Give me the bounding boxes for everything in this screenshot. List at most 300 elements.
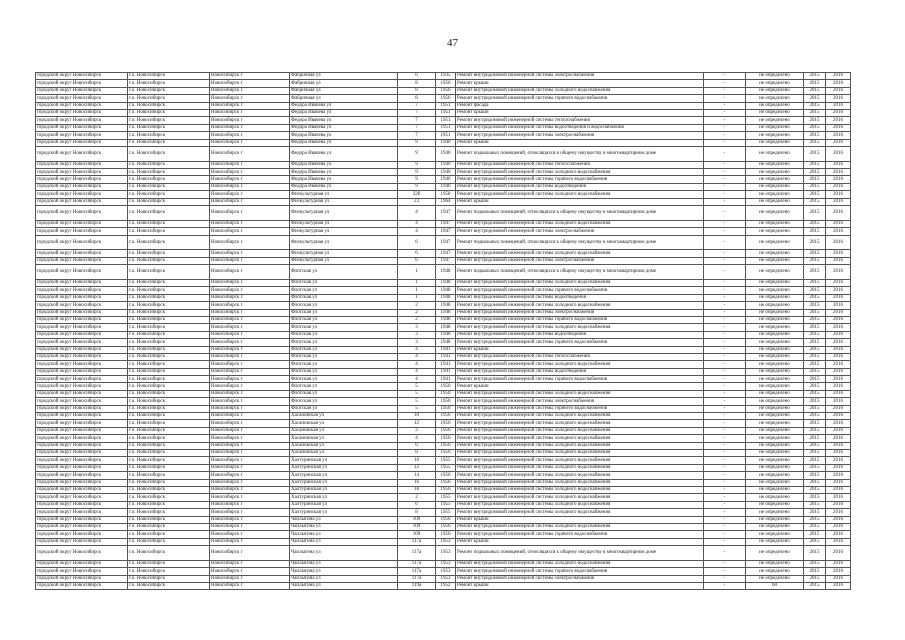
cell-end_year: 2016: [826, 191, 851, 198]
cell-year: 1956: [436, 523, 456, 530]
cell-work_type: Ремонт внутридомовой инженерной системы холодного водоснабжения: [456, 479, 704, 486]
cell-municipality: городской округ Новосибирск: [36, 523, 128, 530]
cell-work_type: Ремонт внутридомовой инженерной системы водоотведения: [456, 294, 704, 301]
cell-work_type: Ремонт внутридомовой инженерной системы горячего водоснабжения: [456, 531, 704, 538]
cell-status: не определено: [746, 457, 804, 464]
cell-settlement_type: г.о. Новосибирск: [128, 368, 210, 375]
cell-settlement_type: г.о. Новосибирск: [128, 73, 210, 80]
cell-settlement_type: г.о. Новосибирск: [128, 560, 210, 567]
cell-work_type: Ремонт внутридомовой инженерной системы холодного водоснабжения: [456, 169, 704, 176]
cell-street: Халтуринская ул: [290, 464, 398, 471]
cell-street: Флотская ул: [290, 353, 398, 360]
cell-end_year: 2016: [826, 80, 851, 87]
cell-work_type: Ремонт внутридомовой инженерной системы электроснабжения: [456, 73, 704, 80]
cell-street: Федора Ивачева ул: [290, 146, 398, 161]
cell-status: не определено: [746, 176, 804, 183]
cell-municipality: городской округ Новосибирск: [36, 486, 128, 493]
cell-end_year: 2016: [826, 442, 851, 449]
table-row: [36, 124, 851, 131]
cell-end_year: 2016: [826, 457, 851, 464]
cell-street: Физкультурная ул: [290, 250, 398, 257]
cell-end_year: 2016: [826, 176, 851, 183]
cell-street: Хасановская ул: [290, 442, 398, 449]
table-row: [36, 309, 851, 316]
cell-municipality: городской округ Новосибирск: [36, 427, 128, 434]
cell-end_year: 2016: [826, 257, 851, 264]
cell-start_year: 2015: [804, 405, 826, 412]
table-row: [36, 206, 851, 221]
cell-cost: -: [704, 309, 746, 316]
cell-settlement: Новосибирск г: [210, 331, 290, 338]
cell-end_year: 2016: [826, 464, 851, 471]
cell-start_year: 2015: [804, 472, 826, 479]
cell-cost: -: [704, 198, 746, 205]
cell-work_type: Ремонт внутридомовой инженерной системы водоотведения: [456, 331, 704, 338]
cell-end_year: 2016: [826, 413, 851, 420]
cell-street: Чаплыгина ул: [290, 560, 398, 567]
cell-year: 1947: [436, 250, 456, 257]
cell-year: 1956: [436, 486, 456, 493]
cell-street: Чаплыгина ул: [290, 531, 398, 538]
cell-house: 7: [398, 117, 436, 124]
cell-street: Халтуринская ул: [290, 509, 398, 516]
cell-street: Физкультурная ул: [290, 206, 398, 221]
cell-start_year: 2015: [804, 176, 826, 183]
cell-municipality: городской округ Новосибирск: [36, 435, 128, 442]
cell-settlement: Новосибирск г: [210, 280, 290, 287]
cell-house: 1: [398, 287, 436, 294]
cell-house: 7: [398, 124, 436, 131]
table-row: [36, 538, 851, 545]
cell-status: не определено: [746, 302, 804, 309]
table-row: [36, 427, 851, 434]
cell-street: Физкультурная ул: [290, 191, 398, 198]
cell-year: 1948: [436, 309, 456, 316]
cell-start_year: 2015: [804, 220, 826, 227]
cell-settlement_type: г.о. Новосибирск: [128, 257, 210, 264]
cell-street: Флотская ул: [290, 280, 398, 287]
cell-settlement_type: г.о. Новосибирск: [128, 546, 210, 561]
cell-settlement_type: г.о. Новосибирск: [128, 575, 210, 582]
cell-settlement_type: г.о. Новосибирск: [128, 457, 210, 464]
cell-cost: -: [704, 220, 746, 227]
cell-start_year: 2015: [804, 531, 826, 538]
cell-start_year: 2015: [804, 257, 826, 264]
cell-house: 4: [398, 206, 436, 221]
cell-status: не определено: [746, 376, 804, 383]
cell-street: Федора Ивачева ул: [290, 176, 398, 183]
cell-cost: -: [704, 117, 746, 124]
cell-end_year: 2016: [826, 353, 851, 360]
cell-settlement_type: г.о. Новосибирск: [128, 398, 210, 405]
cell-settlement_type: г.о. Новосибирск: [128, 302, 210, 309]
cell-start_year: 2015: [804, 235, 826, 250]
cell-year: 1947: [436, 257, 456, 264]
cell-end_year: 2016: [826, 405, 851, 412]
cell-street: Флотская ул: [290, 361, 398, 368]
cell-house: 5: [398, 390, 436, 397]
cell-status: не определено: [746, 146, 804, 161]
table-row: [36, 95, 851, 102]
cell-settlement_type: г.о. Новосибирск: [128, 353, 210, 360]
cell-house: 3: [398, 339, 436, 346]
cell-street: Флотская ул: [290, 346, 398, 353]
cell-end_year: 2016: [826, 183, 851, 190]
cell-year: 1956: [436, 427, 456, 434]
cell-settlement: Новосибирск г: [210, 501, 290, 508]
cell-house: 109: [398, 531, 436, 538]
cell-end_year: 2016: [826, 287, 851, 294]
cell-end_year: 2016: [826, 139, 851, 146]
cell-settlement: Новосибирск г: [210, 538, 290, 545]
cell-status: не определено: [746, 109, 804, 116]
cell-settlement: Новосибирск г: [210, 309, 290, 316]
cell-municipality: городской округ Новосибирск: [36, 331, 128, 338]
cell-year: 1941: [436, 368, 456, 375]
cell-start_year: 2015: [804, 516, 826, 523]
cell-end_year: 2016: [826, 435, 851, 442]
cell-work_type: Ремонт крыши: [456, 383, 704, 390]
cell-house: 117а: [398, 560, 436, 567]
cell-end_year: 2016: [826, 383, 851, 390]
cell-house: 6: [398, 501, 436, 508]
cell-street: Фабричная ул: [290, 80, 398, 87]
cell-status: не определено: [746, 294, 804, 301]
cell-house: 10: [398, 413, 436, 420]
cell-work_type: Ремонт внутридомовой инженерной системы горячего водоснабжения: [456, 568, 704, 575]
cell-end_year: 2016: [826, 324, 851, 331]
cell-start_year: 2015: [804, 583, 826, 590]
cell-house: 5: [398, 383, 436, 390]
cell-house: 6: [398, 257, 436, 264]
cell-cost: -: [704, 583, 746, 590]
cell-status: не определено: [746, 509, 804, 516]
cell-start_year: 2015: [804, 331, 826, 338]
cell-municipality: городской округ Новосибирск: [36, 294, 128, 301]
cell-street: Хасановская ул: [290, 413, 398, 420]
cell-work_type: Ремонт внутридомовой инженерной системы холодного водоснабжения: [456, 390, 704, 397]
cell-start_year: 2015: [804, 117, 826, 124]
cell-status: не определено: [746, 538, 804, 545]
cell-year: 1956: [436, 413, 456, 420]
cell-settlement: Новосибирск г: [210, 479, 290, 486]
cell-end_year: 2016: [826, 302, 851, 309]
cell-municipality: городской округ Новосибирск: [36, 546, 128, 561]
cell-work_type: Ремонт внутридомовой инженерной системы холодного водоснабжения: [456, 464, 704, 471]
cell-end_year: 2016: [826, 161, 851, 168]
cell-settlement_type: г.о. Новосибирск: [128, 265, 210, 280]
cell-settlement_type: г.о. Новосибирск: [128, 538, 210, 545]
cell-municipality: городской округ Новосибирск: [36, 361, 128, 368]
cell-settlement_type: г.о. Новосибирск: [128, 124, 210, 131]
cell-status: не определено: [746, 191, 804, 198]
cell-municipality: городской округ Новосибирск: [36, 472, 128, 479]
cell-house: 2: [398, 427, 436, 434]
cell-settlement: Новосибирск г: [210, 442, 290, 449]
cell-settlement: Новосибирск г: [210, 472, 290, 479]
cell-municipality: городской округ Новосибирск: [36, 324, 128, 331]
cell-cost: -: [704, 405, 746, 412]
cell-year: 1955: [436, 464, 456, 471]
cell-settlement: Новосибирск г: [210, 198, 290, 205]
cell-house: 12: [398, 420, 436, 427]
cell-status: не определено: [746, 420, 804, 427]
cell-cost: -: [704, 265, 746, 280]
cell-end_year: 2016: [826, 265, 851, 280]
cell-municipality: городской округ Новосибирск: [36, 509, 128, 516]
cell-work_type: Ремонт внутридомовой инженерной системы горячего водоснабжения: [456, 287, 704, 294]
cell-settlement: Новосибирск г: [210, 376, 290, 383]
cell-settlement_type: г.о. Новосибирск: [128, 87, 210, 94]
cell-cost: -: [704, 287, 746, 294]
cell-street: Физкультурная ул: [290, 198, 398, 205]
cell-end_year: 2016: [826, 294, 851, 301]
table-row: [36, 235, 851, 250]
cell-start_year: 2015: [804, 464, 826, 471]
cell-settlement_type: г.о. Новосибирск: [128, 109, 210, 116]
table-row: [36, 316, 851, 323]
cell-start_year: 2015: [804, 87, 826, 94]
cell-status: не определено: [746, 95, 804, 102]
cell-municipality: городской округ Новосибирск: [36, 449, 128, 456]
cell-cost: -: [704, 435, 746, 442]
cell-end_year: 2016: [826, 280, 851, 287]
cell-year: 1955: [436, 501, 456, 508]
cell-year: 1935: [436, 73, 456, 80]
cell-start_year: 2015: [804, 309, 826, 316]
table-row: [36, 169, 851, 176]
cell-settlement_type: г.о. Новосибирск: [128, 280, 210, 287]
cell-street: Флотская ул: [290, 309, 398, 316]
cell-cost: -: [704, 538, 746, 545]
cell-work_type: Ремонт внутридомовой инженерной системы холодного водоснабжения: [456, 523, 704, 530]
cell-house: 109: [398, 523, 436, 530]
cell-end_year: 2016: [826, 198, 851, 205]
cell-cost: -: [704, 146, 746, 161]
table-row: [36, 413, 851, 420]
cell-street: Чаплыгина ул: [290, 546, 398, 561]
cell-end_year: 2016: [826, 516, 851, 523]
cell-start_year: 2015: [804, 368, 826, 375]
cell-start_year: 2015: [804, 353, 826, 360]
cell-year: 1948: [436, 324, 456, 331]
cell-municipality: городской округ Новосибирск: [36, 479, 128, 486]
cell-end_year: 2016: [826, 560, 851, 567]
cell-status: не определено: [746, 324, 804, 331]
cell-work_type: Ремонт внутридомовой инженерной системы теплоснабжения: [456, 117, 704, 124]
table-row: [36, 183, 851, 190]
cell-work_type: Ремонт крыши: [456, 516, 704, 523]
cell-start_year: 2015: [804, 302, 826, 309]
cell-municipality: городской округ Новосибирск: [36, 538, 128, 545]
cell-end_year: 2016: [826, 376, 851, 383]
cell-work_type: Ремонт крыши: [456, 109, 704, 116]
cell-start_year: 2015: [804, 183, 826, 190]
cell-work_type: Ремонт внутридомовой инженерной системы горячего водоснабжения: [456, 405, 704, 412]
cell-municipality: городской округ Новосибирск: [36, 124, 128, 131]
cell-work_type: Ремонт подвальных помещений, относящихся к общему имуществу в многоквартирном доме: [456, 206, 704, 221]
cell-end_year: 2016: [826, 449, 851, 456]
cell-settlement: Новосибирск г: [210, 139, 290, 146]
cell-work_type: Ремонт внутридомовой инженерной системы горячего водоснабжения: [456, 316, 704, 323]
cell-cost: -: [704, 457, 746, 464]
cell-work_type: Ремонт внутридомовой инженерной системы холодного водоснабжения: [456, 191, 704, 198]
cell-status: не определено: [746, 117, 804, 124]
cell-street: Федора Ивачева ул: [290, 169, 398, 176]
cell-house: 6: [398, 250, 436, 257]
cell-work_type: Ремонт внутридомовой инженерной системы холодного водоснабжения: [456, 324, 704, 331]
cell-cost: -: [704, 376, 746, 383]
cell-house: 9: [398, 176, 436, 183]
cell-house: 7: [398, 109, 436, 116]
cell-settlement: Новосибирск г: [210, 383, 290, 390]
cell-work_type: Ремонт внутридомовой инженерной системы холодного водоснабжения: [456, 442, 704, 449]
cell-year: 1941: [436, 361, 456, 368]
cell-house: 6: [398, 235, 436, 250]
cell-settlement: Новосибирск г: [210, 220, 290, 227]
cell-house: 23: [398, 198, 436, 205]
cell-status: не определено: [746, 235, 804, 250]
cell-status: не определено: [746, 472, 804, 479]
cell-status: не определено: [746, 390, 804, 397]
cell-house: 4: [398, 228, 436, 235]
cell-street: Халтуринская ул: [290, 486, 398, 493]
cell-work_type: Ремонт внутридомовой инженерной системы холодного водоснабжения: [456, 560, 704, 567]
table-row: [36, 287, 851, 294]
cell-status: не определено: [746, 124, 804, 131]
cell-status: не определено: [746, 139, 804, 146]
cell-street: Флотская ул: [290, 390, 398, 397]
cell-street: Хасановская ул: [290, 427, 398, 434]
cell-cost: -: [704, 516, 746, 523]
cell-year: 1953: [436, 538, 456, 545]
cell-year: 1956: [436, 80, 456, 87]
cell-work_type: Ремонт внутридомовой инженерной системы теплоснабжения: [456, 161, 704, 168]
cell-house: 2: [398, 494, 436, 501]
cell-cost: -: [704, 420, 746, 427]
cell-end_year: 2016: [826, 220, 851, 227]
cell-house: 4: [398, 361, 436, 368]
cell-settlement: Новосибирск г: [210, 257, 290, 264]
cell-work_type: Ремонт крыши: [456, 346, 704, 353]
table-row: [36, 509, 851, 516]
cell-end_year: 2016: [826, 206, 851, 221]
cell-year: 1947: [436, 228, 456, 235]
cell-start_year: 2015: [804, 95, 826, 102]
cell-end_year: 2016: [826, 228, 851, 235]
cell-cost: -: [704, 280, 746, 287]
cell-year: 1941: [436, 346, 456, 353]
cell-year: 1956: [436, 516, 456, 523]
cell-year: 1953: [436, 546, 456, 561]
table-row: [36, 457, 851, 464]
cell-house: 8: [398, 95, 436, 102]
cell-cost: -: [704, 353, 746, 360]
cell-settlement_type: г.о. Новосибирск: [128, 95, 210, 102]
cell-settlement: Новосибирск г: [210, 169, 290, 176]
cell-start_year: 2015: [804, 324, 826, 331]
cell-settlement: Новосибирск г: [210, 575, 290, 582]
cell-work_type: Ремонт внутридомовой инженерной системы горячего водоснабжения: [456, 95, 704, 102]
cell-cost: -: [704, 176, 746, 183]
cell-year: 1950: [436, 390, 456, 397]
cell-end_year: 2016: [826, 95, 851, 102]
cell-settlement_type: г.о. Новосибирск: [128, 464, 210, 471]
cell-house: 5: [398, 398, 436, 405]
table-row: [36, 280, 851, 287]
cell-year: 1951: [436, 117, 456, 124]
cell-status: не определено: [746, 398, 804, 405]
cell-house: 117а: [398, 575, 436, 582]
cell-cost: -: [704, 383, 746, 390]
cell-year: 1948: [436, 302, 456, 309]
cell-municipality: городской округ Новосибирск: [36, 95, 128, 102]
cell-year: 1955: [436, 457, 456, 464]
cell-settlement_type: г.о. Новосибирск: [128, 501, 210, 508]
cell-house: 117а: [398, 568, 436, 575]
cell-cost: -: [704, 339, 746, 346]
cell-settlement: Новосибирск г: [210, 191, 290, 198]
cell-start_year: 2015: [804, 420, 826, 427]
cell-house: 10: [398, 457, 436, 464]
table-row: [36, 420, 851, 427]
cell-start_year: 2015: [804, 568, 826, 575]
table-row: [36, 220, 851, 227]
cell-house: 6: [398, 442, 436, 449]
table-row: [36, 176, 851, 183]
cell-start_year: 2015: [804, 161, 826, 168]
cell-status: не определено: [746, 132, 804, 139]
cell-work_type: Ремонт внутридомовой инженерной системы холодного водоснабжения: [456, 509, 704, 516]
cell-work_type: Ремонт внутридомовой инженерной системы теплоснабжения: [456, 353, 704, 360]
cell-municipality: городской округ Новосибирск: [36, 368, 128, 375]
cell-end_year: 2016: [826, 309, 851, 316]
cell-settlement: Новосибирск г: [210, 316, 290, 323]
cell-house: 4: [398, 220, 436, 227]
cell-house: 7: [398, 132, 436, 139]
page-number: 47: [447, 37, 458, 49]
cell-work_type: Ремонт крыши: [456, 583, 704, 590]
cell-cost: -: [704, 479, 746, 486]
table-row: [36, 479, 851, 486]
cell-settlement_type: г.о. Новосибирск: [128, 413, 210, 420]
cell-status: не определено: [746, 442, 804, 449]
cell-settlement_type: г.о. Новосибирск: [128, 435, 210, 442]
cell-status: не определено: [746, 87, 804, 94]
cell-settlement_type: г.о. Новосибирск: [128, 198, 210, 205]
cell-work_type: Ремонт крыши: [456, 198, 704, 205]
cell-cost: -: [704, 324, 746, 331]
cell-house: 5: [398, 405, 436, 412]
cell-settlement_type: г.о. Новосибирск: [128, 183, 210, 190]
cell-house: 4: [398, 368, 436, 375]
table-row: [36, 346, 851, 353]
cell-street: Чаплыгина ул: [290, 538, 398, 545]
cell-start_year: 2015: [804, 486, 826, 493]
cell-cost: -: [704, 161, 746, 168]
cell-cost: -: [704, 206, 746, 221]
cell-cost: -: [704, 169, 746, 176]
cell-status: не определено: [746, 575, 804, 582]
cell-year: 1940: [436, 169, 456, 176]
cell-house: 16: [398, 479, 436, 486]
cell-cost: -: [704, 501, 746, 508]
cell-municipality: городской округ Новосибирск: [36, 390, 128, 397]
cell-year: 1948: [436, 294, 456, 301]
table-row: [36, 560, 851, 567]
cell-work_type: Ремонт внутридомовой инженерной системы водоотведения: [456, 183, 704, 190]
cell-start_year: 2015: [804, 435, 826, 442]
